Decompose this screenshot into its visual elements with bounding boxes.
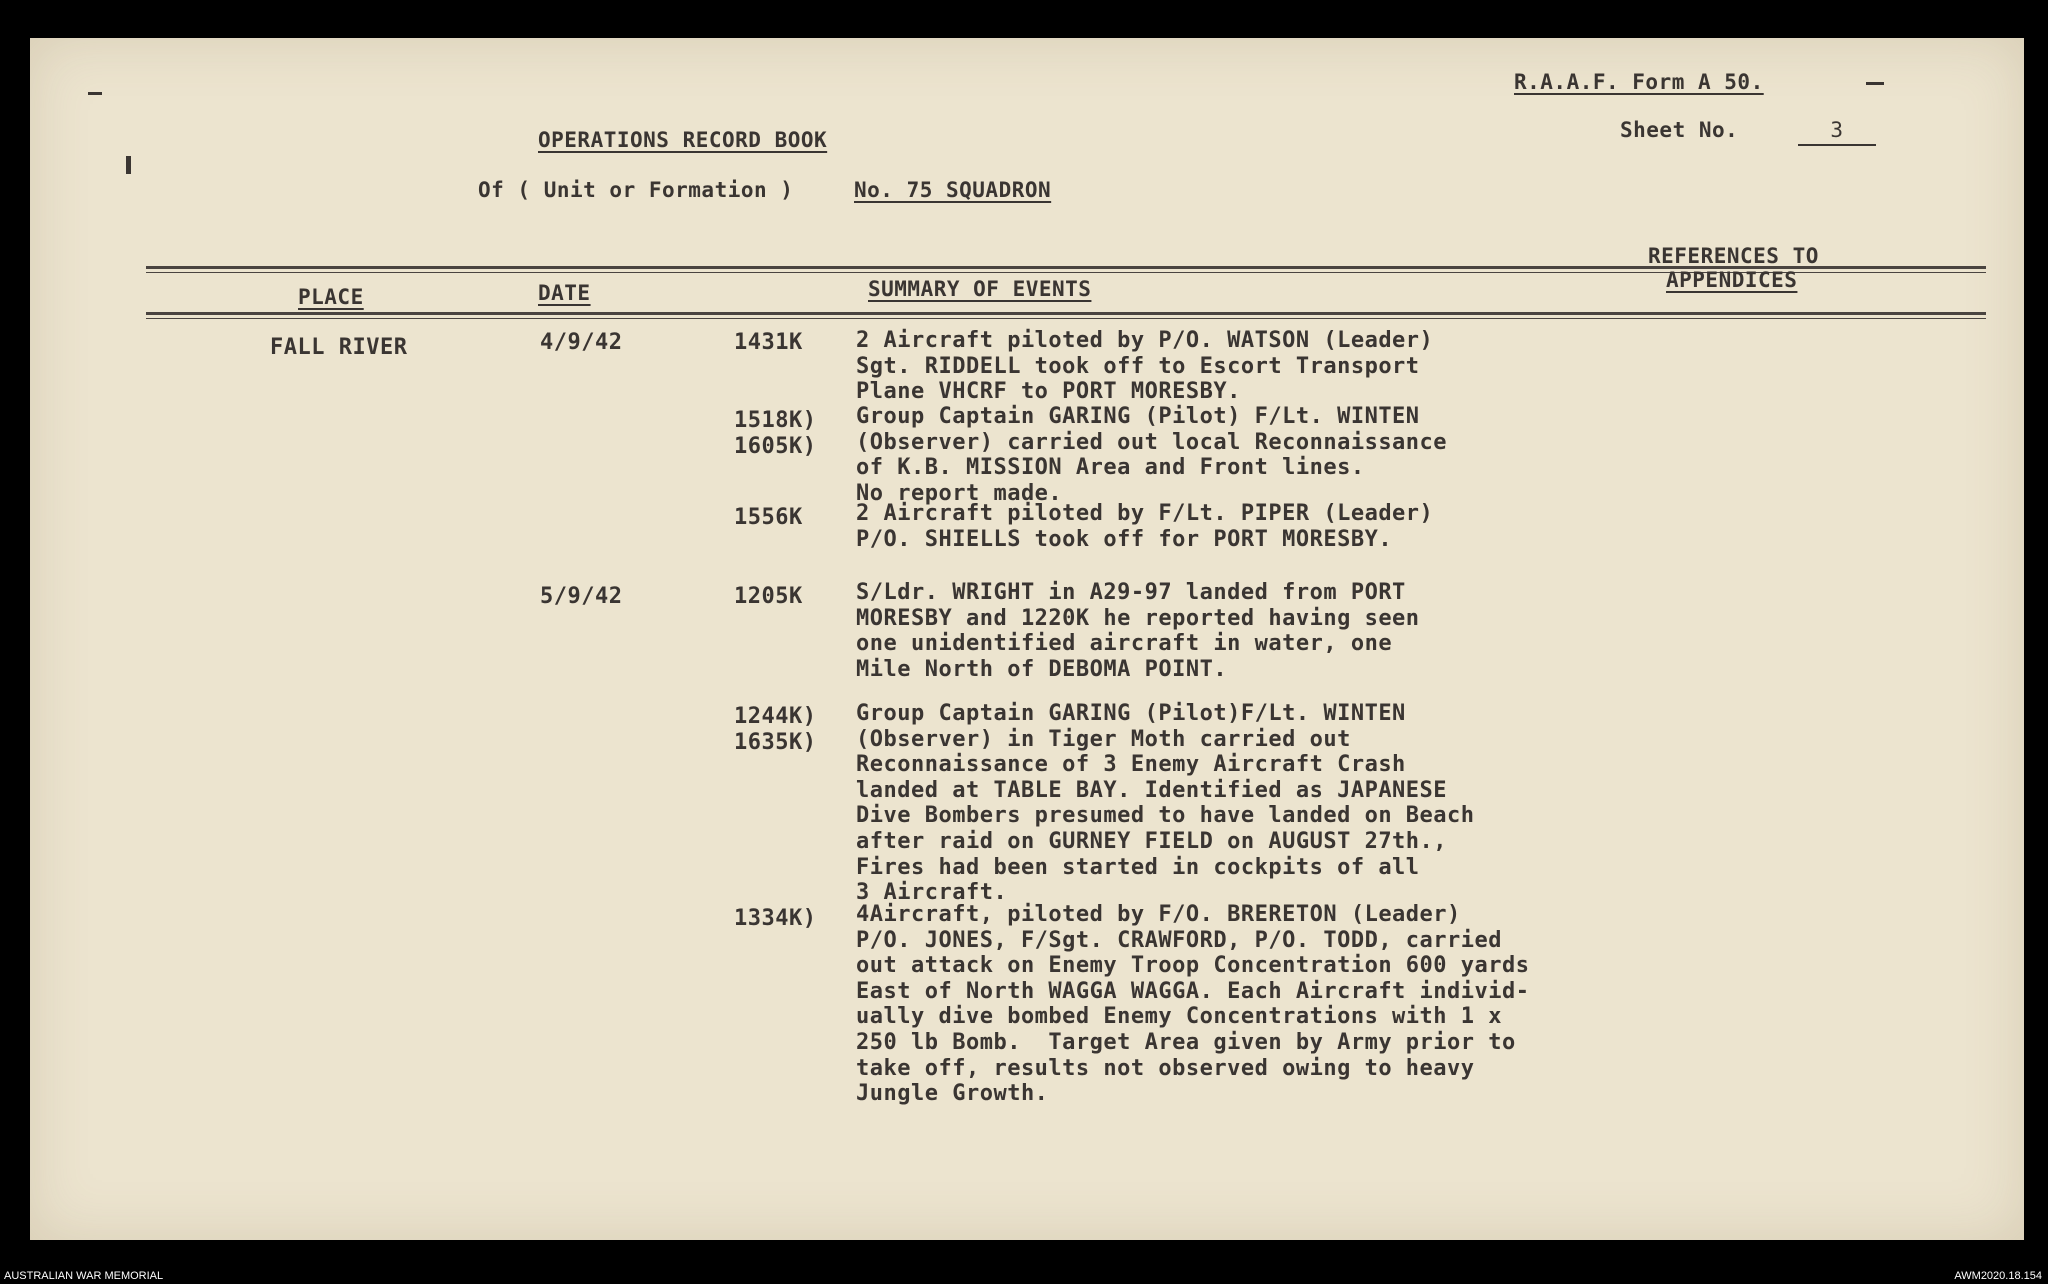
table-header-bottom-rule-thin bbox=[146, 318, 1986, 319]
page-title: OPERATIONS RECORD BOOK bbox=[538, 128, 828, 152]
entry-time: 1556K bbox=[734, 505, 803, 530]
margin-dash-mark bbox=[126, 156, 131, 174]
sheet-label: Sheet No. bbox=[1620, 118, 1739, 142]
entry-date: 4/9/42 bbox=[540, 330, 623, 355]
record-sheet bbox=[30, 38, 2024, 1240]
footer-accession-number: AWM2020.18.154 bbox=[1954, 1270, 2042, 1282]
entry-place: FALL RIVER bbox=[270, 335, 408, 360]
entry-summary: 2 Aircraft piloted by F/Lt. PIPER (Leader) P/O. SHIELLS took off for PORT MORESBY. bbox=[856, 501, 1434, 552]
entry-summary: Group Captain GARING (Pilot)F/Lt. WINTEN (Observer) in Tiger Moth carried out Reconnaissance of 3 Enemy Aircraft Crash landed at TABLE BAY. Identified as JAPANESE Dive Bombers presumed to have landed on Beach after raid on GURNEY FIELD on AUGUST 27th., Fires had been started in cockpits of all 3 Aircraft. bbox=[856, 701, 1475, 906]
entry-summary: 2 Aircraft piloted by P/O. WATSON (Leader) Sgt. RIDDELL took off to Escort Transport Plane VHCRF to PORT MORESBY. bbox=[856, 328, 1434, 405]
footer-credit: AUSTRALIAN WAR MEMORIAL bbox=[4, 1270, 164, 1282]
entry-summary: 4Aircraft, piloted by F/O. BRERETON (Leader) P/O. JONES, F/Sgt. CRAWFORD, P/O. TODD, carried out attack on Enemy Troop Concentration 600 yards East of North WAGGA WAGGA. Each Aircraft individ- ually dive bombed Enemy Concentrations with 1 x 250 lb Bomb. Target Area given by Army prior to take off, results not observed owing to heavy Jungle Growth. bbox=[856, 902, 1530, 1107]
column-header-summary: SUMMARY OF EVENTS bbox=[868, 277, 1092, 301]
column-header-place: PLACE bbox=[298, 285, 364, 309]
entry-date: 5/9/42 bbox=[540, 584, 623, 609]
table-header-bottom-rule bbox=[146, 312, 1986, 315]
margin-dash-mark bbox=[88, 92, 102, 95]
unit-prefix: Of ( Unit or Formation ) bbox=[478, 178, 794, 202]
column-header-date: DATE bbox=[538, 281, 591, 305]
margin-dash-mark bbox=[1866, 82, 1884, 85]
entry-time: 1431K bbox=[734, 330, 803, 355]
entry-summary: Group Captain GARING (Pilot) F/Lt. WINTEN (Observer) carried out local Reconnaissance of K.B. MISSION Area and Front lines. No report made. bbox=[856, 404, 1448, 506]
entry-time: 1244K) 1635K) bbox=[734, 704, 817, 755]
entry-time: 1518K) 1605K) bbox=[734, 408, 817, 459]
entry-summary: S/Ldr. WRIGHT in A29-97 landed from PORT MORESBY and 1220K he reported having seen one unidentified aircraft in water, one Mile North of DEBOMA POINT. bbox=[856, 580, 1420, 682]
sheet-number: 3 bbox=[1798, 118, 1876, 146]
unit-name: No. 75 SQUADRON bbox=[854, 178, 1052, 202]
form-number: R.A.A.F. Form A 50. bbox=[1514, 70, 1764, 94]
column-header-appendices: APPENDICES bbox=[1666, 268, 1798, 292]
entry-time: 1334K) bbox=[734, 906, 817, 931]
column-header-references: REFERENCES TO bbox=[1648, 244, 1819, 268]
entry-time: 1205K bbox=[734, 584, 803, 609]
